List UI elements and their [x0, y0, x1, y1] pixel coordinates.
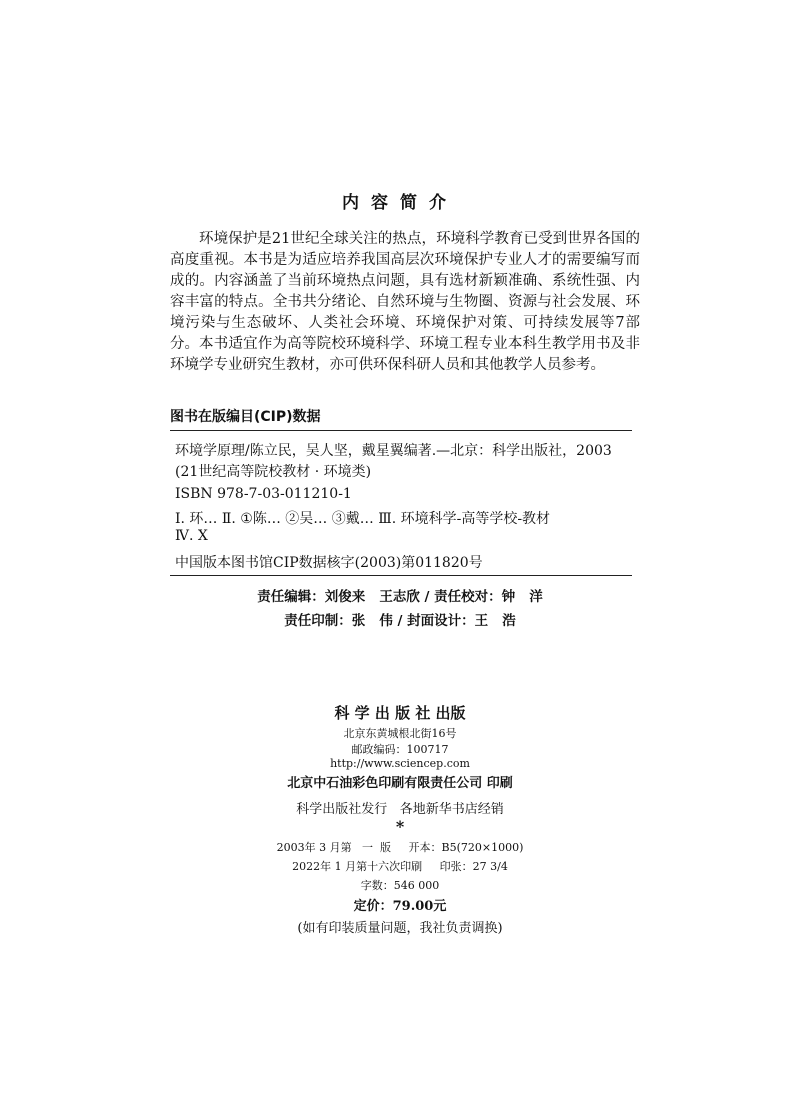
printer-line: 北京中石油彩色印刷有限责任公司 印刷	[287, 776, 513, 791]
staff-production: 责任印制：张 伟 / 封面设计：王 浩	[284, 613, 516, 629]
word-count: 字数：546 000	[360, 879, 440, 892]
cip-classification-2: Ⅳ. X	[175, 528, 208, 544]
staff-editors: 责任编辑：刘俊来 王志欣 / 责任校对：钟 洋	[257, 589, 543, 605]
publisher-name: 科 学 出 版 社 出版	[334, 704, 466, 722]
cip-title-line: 环境学原理/陈立民，吴人坚，戴星翼编著.—北京：科学出版社，2003	[175, 443, 612, 459]
publisher-address: 北京东黄城根北街16号	[343, 727, 457, 740]
price: 定价：79.00元	[353, 899, 447, 914]
page-title: 内容简介	[342, 193, 458, 213]
intro-paragraph-2: 本书适宜作为高等院校环境科学、环境工程专业本科生教学用书及非环境学专业研究生教材，亦可供环保科研人员和其他教学人员参考。	[170, 336, 640, 373]
edition-line: 2003年 3 月第 一 版 开本：B5(720×1000)	[276, 841, 524, 854]
cip-isbn: ISBN 978-7-03-011210-1	[175, 486, 352, 502]
cip-classification: Ⅰ. 环… Ⅱ. ①陈… ②吴… ③戴… Ⅲ. 环境科学-高等学校-教材	[175, 511, 551, 527]
distribution-line: 科学出版社发行 各地新华书店经销	[296, 802, 504, 817]
quality-note: (如有印装质量问题，我社负责调换)	[297, 921, 503, 936]
cip-top-rule	[170, 430, 632, 431]
cip-bottom-rule	[170, 575, 632, 576]
separator-star: *	[395, 817, 405, 836]
publisher-url: http://www.sciencep.com	[330, 757, 470, 770]
cip-record-number: 中国版本图书馆CIP数据核字(2003)第011820号	[175, 555, 483, 571]
intro-paragraph-1: 环境保护是21世纪全球关注的热点，环境科学教育已受到世界各国的高度重视。本书是为适应培养我国高层次环境保护专业人才的需要编写而成的。内容涵盖了当前环境热点问题，具有选材新颖准确、系统性强、内容丰富的特点。全书共分绪论、自然环境与生物圈、资源与社会发展、环境污染与生态破坏、人类社会环境、环境保护对策、可持续发展等7部分。	[170, 231, 640, 352]
publisher-postcode: 邮政编码：100717	[351, 743, 449, 756]
cip-series-line: (21世纪高等院校教材 · 环境类)	[175, 464, 372, 480]
printing-line: 2022年 1 月第十六次印刷 印张：27 3/4	[292, 860, 508, 873]
cip-heading: 图书在版编目(CIP)数据	[170, 409, 321, 425]
